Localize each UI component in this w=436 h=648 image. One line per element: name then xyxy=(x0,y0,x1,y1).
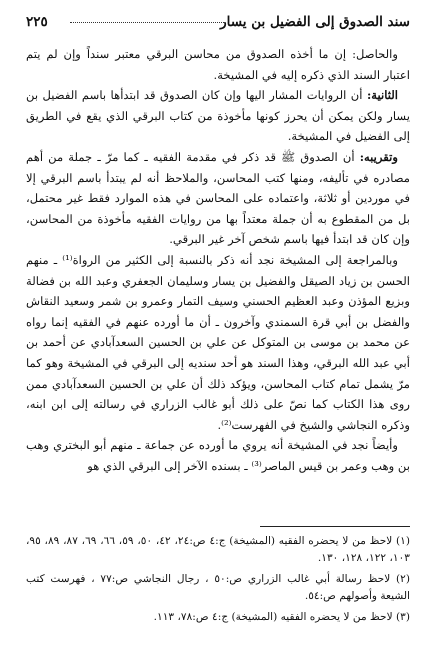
paragraph-text: أن الصدوق ﷺ قد ذكر في مقدمة الفقيه ـ كما مرّ ـ جملة من أهم مصادره في تأليفه، ومنها كتب المحاسن، والملاحظ أنه لم يبتدأ باسم البرقي إلا في موردين أو ثلاثة، واعتماده على المحاسن في هذه الموارد فقط غير محتمل، بل من المقطوع به أن جملة معتداً بها من روايات الفقيه مأخوذة من المحاسن، وإن كان قد ابتدأ فيها باسم شخص آخر غير البرقي. xyxy=(26,149,410,247)
paragraph-second-point xyxy=(26,85,410,147)
paragraph-conclusion xyxy=(26,44,410,85)
footnote-1: (١) لاحظ من لا يحضره الفقيه (المشيخة) ج:٤ ص:٢٤، ٤٢، ٥٠، ٥٩، ٦٦، ٦٩، ٨٧، ٨٩، ٩٥، ١٠٣، ١٢٢، ١٢٨، ١٣٠. xyxy=(26,535,411,564)
paragraph-text: وأيضاً نجد في المشيخة أنه يروي ما أورده عن جماعة ـ منهم أبو البختري وهب بن وهب وعمر بن قيس الماصر⁽³⁾ ـ بسنده الآخر إلى البرقي الذي هو xyxy=(26,438,410,473)
paragraph-also xyxy=(26,435,410,476)
footnotes xyxy=(26,533,410,630)
paragraph-lead: الثانية: xyxy=(366,88,398,103)
running-header xyxy=(26,14,410,36)
paragraph-explanation xyxy=(26,147,410,250)
main-text xyxy=(26,44,410,476)
footnote-2: (٢) لاحظ رسالة أبي غالب الزراري ص:٥٠ ، رجال النجاشي ص:٧٧ ، فهرست كتب الشيعة وأصولهم ص:٥٤. xyxy=(26,573,410,602)
paragraph-review xyxy=(26,250,410,435)
header-dotted-leader xyxy=(70,22,224,23)
footnote-3: (٣) لاحظ من لا يحضره الفقيه (المشيخة) ج:٤ ص:٧٨، ١١٣. xyxy=(153,611,410,623)
page-number: ٢٢٥ xyxy=(26,14,48,30)
paragraph-lead: وتقريبه: xyxy=(359,149,398,164)
paragraph-text: وبالمراجعة إلى المشيخة نجد أنه ذكر بالنسبة إلى الكثير من الرواة⁽¹⁾ ـ منهم الحسن بن زياد الصيقل والفضيل بن يسار وسليمان الجعفري وعبد الله بن فضالة وبزيع المؤذن وعبد العظيم الحسني وسيف التمار وعمرو بن شمر وسعيد النقاش والفضل بن أبي قرة السمندي وآخرون ـ أن ما أورده عنهم في الفقيه إنما رواه عن محمد بن موسى بن المتوكل عن علي بن الحسين السعدآبادي عن أحمد بن أبي عبد الله البرقي، وهذا السند هو أحد سنديه إلى البرقي في المشيخة وهو كما مرّ يشمل تمام كتاب المحاسن، ويؤكد ذلك أن علي بن الحسين السعدآبادي ممن روى هذا الكتاب كما نصّ على ذلك أبو غالب الزراري في رسالته إلى ابن ابنه، وذكره النجاشي والشيخ في الفهرست⁽²⁾. xyxy=(26,252,410,432)
paragraph-text: أن الروايات المشار اليها وإن كان الصدوق قد ابتدأها باسم الفضيل بن يسار ولكن يمكن أن يحرز كونها مأخوذة من كتاب البرقي الذي يقع في الطريق إلى الفضيل في المشيخة. xyxy=(26,88,410,144)
paragraph-text: والحاصل: إن ما أخذه الصدوق من محاسن البرقي معتبر سنداً وإن لم يتم اعتبار السند الذي ذكره إليه في المشيخة. xyxy=(26,47,410,82)
running-title: سند الصدوق إلى الفضيل بن يسار xyxy=(220,14,410,30)
footnote-separator xyxy=(260,526,410,527)
